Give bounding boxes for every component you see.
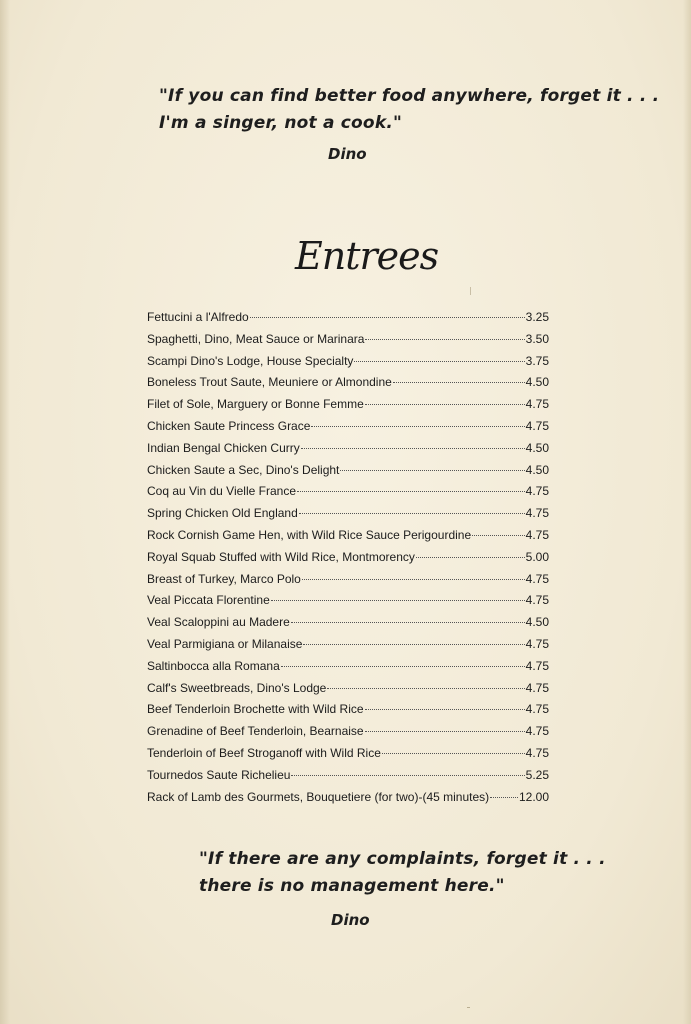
dot-leader <box>297 491 525 492</box>
entree-price: 4.75 <box>525 702 549 717</box>
entree-price: 4.75 <box>525 680 549 695</box>
dot-leader <box>291 622 525 623</box>
entree-name: Chicken Saute Princess Grace <box>147 418 311 433</box>
entree-price: 5.25 <box>525 767 549 782</box>
dot-leader <box>365 339 524 340</box>
entree-price: 12.00 <box>518 789 549 804</box>
entree-price: 4.50 <box>525 615 549 630</box>
entree-name: Grenadine of Beef Tenderloin, Bearnaise <box>147 724 364 739</box>
entree-name: Saltinbocca alla Romana <box>147 658 280 673</box>
entree-price: 3.25 <box>525 310 549 324</box>
entree-price: 3.50 <box>525 331 549 346</box>
entree-price: 4.75 <box>525 527 549 542</box>
dot-leader <box>301 448 525 449</box>
entree-name: Chicken Saute a Sec, Dino's Delight <box>147 462 340 477</box>
dot-leader <box>365 731 525 732</box>
entree-item <box>147 615 549 637</box>
bottom-quote <box>199 846 606 900</box>
entree-price: 4.50 <box>525 462 549 477</box>
dot-leader <box>291 775 524 776</box>
dot-leader <box>250 317 525 318</box>
paper-mark <box>467 1007 470 1008</box>
entree-item <box>147 463 549 485</box>
section-title: Entrees <box>295 234 439 278</box>
entree-price: 4.75 <box>525 418 549 433</box>
page-right-edge-shadow <box>683 0 691 1024</box>
dot-leader <box>299 513 525 514</box>
entree-price: 4.50 <box>525 440 549 455</box>
paper-mark <box>470 287 471 295</box>
entree-item <box>147 332 549 354</box>
dot-leader <box>354 361 524 362</box>
entree-price: 4.75 <box>525 571 549 586</box>
entree-name: Filet of Sole, Marguery or Bonne Femme <box>147 397 364 412</box>
dot-leader <box>281 666 525 667</box>
dot-leader <box>271 600 525 601</box>
entree-price: 5.00 <box>525 549 549 564</box>
dot-leader <box>365 709 525 710</box>
entree-item <box>147 659 549 681</box>
entree-name: Tenderloin of Beef Stroganoff with Wild Rice <box>147 745 381 760</box>
bottom-quote-line-2: there is no management here." <box>199 876 505 896</box>
bottom-quote-signature: Dino <box>331 911 370 929</box>
entree-name: Calf's Sweetbreads, Dino's Lodge <box>147 680 327 695</box>
entree-name: Fettucini a l'Alfredo <box>147 310 249 324</box>
entree-item <box>147 681 549 703</box>
dot-leader <box>393 382 525 383</box>
entree-item <box>147 310 549 332</box>
entree-price: 4.75 <box>525 745 549 760</box>
dot-leader <box>303 644 524 645</box>
entree-price: 4.75 <box>525 506 549 521</box>
entree-name: Rack of Lamb des Gourmets, Bouquetiere (for two)-(45 minutes) <box>147 789 490 804</box>
entree-item <box>147 397 549 419</box>
entree-price: 4.75 <box>525 593 549 608</box>
dot-leader <box>490 797 518 798</box>
entree-item <box>147 506 549 528</box>
top-quote-line-2: I'm a singer, not a cook." <box>159 113 403 133</box>
dot-leader <box>311 426 524 427</box>
entree-item <box>147 375 549 397</box>
entree-item <box>147 484 549 506</box>
entree-price: 3.75 <box>525 353 549 368</box>
top-quote-signature: Dino <box>328 145 367 163</box>
entree-price: 4.75 <box>525 724 549 739</box>
entree-name: Scampi Dino's Lodge, House Specialty <box>147 353 354 368</box>
entree-name: Coq au Vin du Vielle France <box>147 484 296 499</box>
entree-item <box>147 746 549 768</box>
entree-name: Breast of Turkey, Marco Polo <box>147 571 301 586</box>
dot-leader <box>302 579 525 580</box>
dot-leader <box>382 753 525 754</box>
entree-name: Spring Chicken Old England <box>147 506 298 521</box>
dot-leader <box>340 470 524 471</box>
dot-leader <box>472 535 525 536</box>
entree-item <box>147 419 549 441</box>
entree-item <box>147 702 549 724</box>
entree-price: 4.50 <box>525 375 549 390</box>
dot-leader <box>365 404 525 405</box>
entree-item <box>147 790 549 812</box>
entree-item <box>147 593 549 615</box>
top-quote <box>159 83 659 137</box>
entree-name: Beef Tenderloin Brochette with Wild Rice <box>147 702 364 717</box>
entree-price: 4.75 <box>525 636 549 651</box>
entree-name: Veal Scaloppini au Madere <box>147 615 290 630</box>
entree-list <box>147 310 549 811</box>
entree-item <box>147 528 549 550</box>
top-quote-line-1: "If you can find better food anywhere, forget it . . . <box>159 86 660 106</box>
entree-name: Indian Bengal Chicken Curry <box>147 440 300 455</box>
entree-name: Rock Cornish Game Hen, with Wild Rice Sauce Perigourdine <box>147 527 472 542</box>
page-left-edge-shadow <box>0 0 10 1024</box>
entree-name: Royal Squab Stuffed with Wild Rice, Montmorency <box>147 549 415 564</box>
bottom-quote-line-1: "If there are any complaints, forget it . . . <box>199 849 606 869</box>
entree-name: Spaghetti, Dino, Meat Sauce or Marinara <box>147 331 365 346</box>
entree-item <box>147 354 549 376</box>
entree-item <box>147 441 549 463</box>
entree-name: Veal Parmigiana or Milanaise <box>147 636 303 651</box>
entree-item <box>147 768 549 790</box>
entree-name: Boneless Trout Saute, Meuniere or Almondine <box>147 375 392 390</box>
entree-item <box>147 550 549 572</box>
entree-price: 4.75 <box>525 484 549 499</box>
entree-price: 4.75 <box>525 397 549 412</box>
entree-item <box>147 572 549 594</box>
entree-name: Veal Piccata Florentine <box>147 593 270 608</box>
entree-item <box>147 637 549 659</box>
entree-price: 4.75 <box>525 658 549 673</box>
dot-leader <box>416 557 525 558</box>
dot-leader <box>327 688 524 689</box>
entree-item <box>147 724 549 746</box>
entree-name: Tournedos Saute Richelieu <box>147 767 291 782</box>
